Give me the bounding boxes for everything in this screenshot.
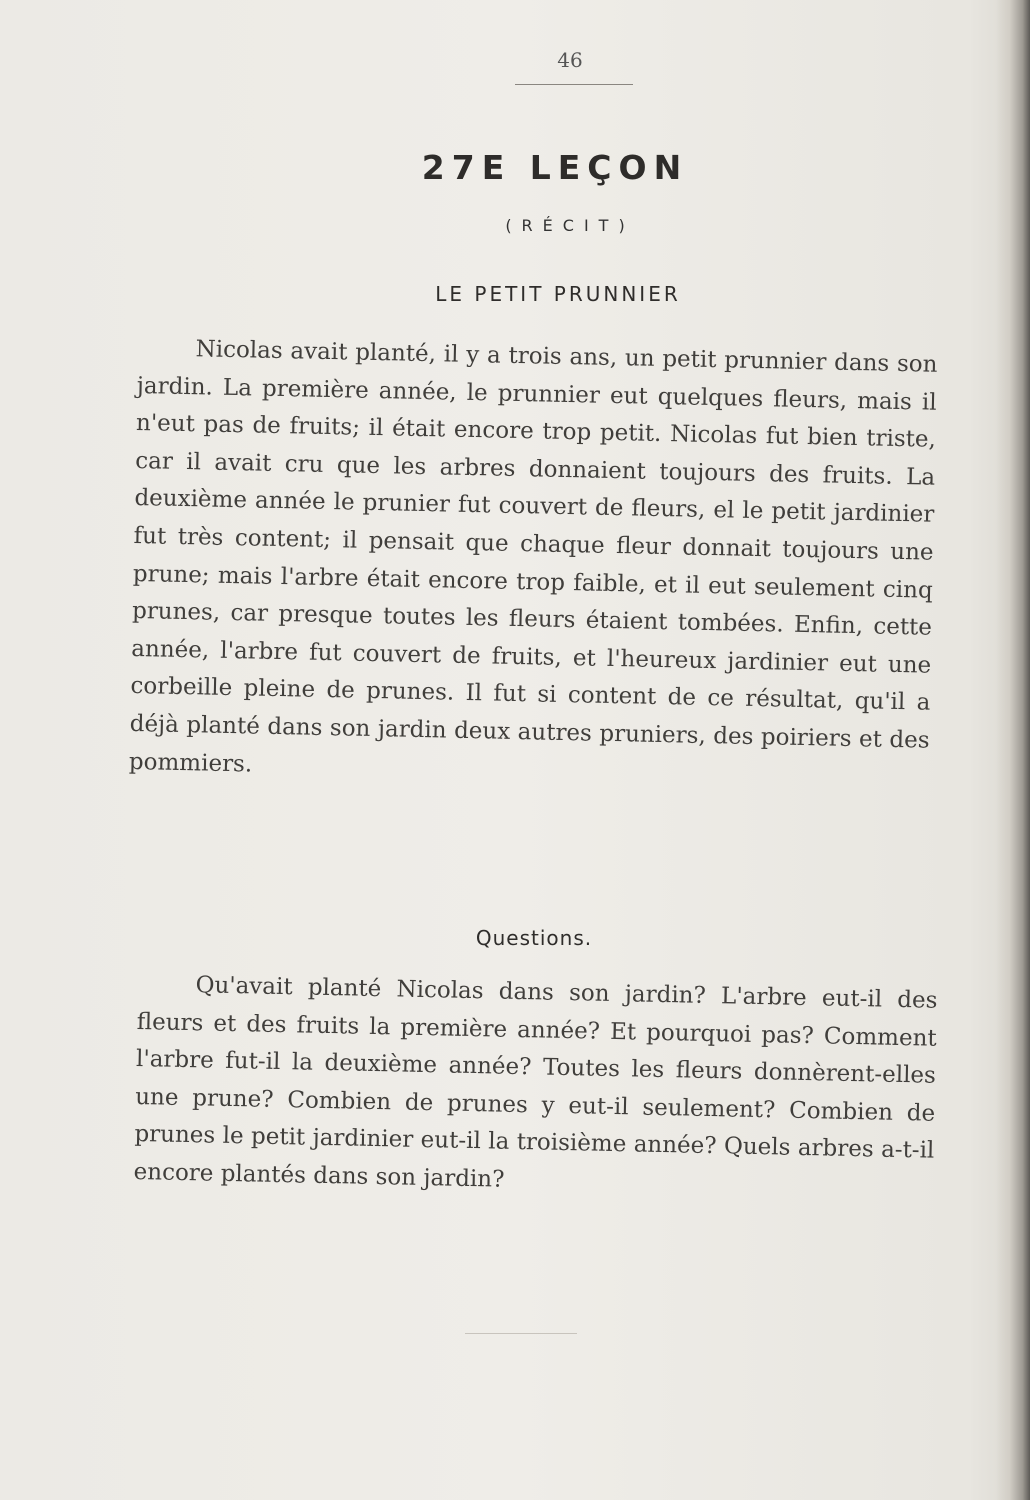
page-number: 46 <box>557 48 583 72</box>
footer-rule <box>465 1333 577 1334</box>
header-rule <box>515 84 633 85</box>
questions-paragraph: Qu'avait planté Nicolas dans son jardin? L'arbre eut-il des fleurs et des fruits la première année? Et pourquoi pas? Comment l'arbre fut-il la deuxième année? Toutes les fleurs donnèrent-elles une prune? Combien de prunes y eut-il seulement? Combien de prunes le petit jardinier eut-il la troisième année? Quels arbres a-t-il encore plantés dans son jardin? <box>133 972 938 1193</box>
lesson-title: 27E LEÇON <box>421 148 689 187</box>
lesson-subtitle: (RÉCIT) <box>505 216 635 235</box>
story-paragraph: Nicolas avait planté, il y a trois ans, un petit prunnier dans son jardin. La première année, le prunnier eut quelques fleurs, mais il n'eut pas de fruits; il était encore trop petit. Nicolas fut bien triste, car il avait cru que les arbres donnaient toujours des fruits. La deuxième année le prunier fut couvert de fleurs, el le petit jardinier fut très content; il pensait que chaque fleur donnait toujours une prune; mais l'arbre était encore trop faible, et il eut seulement cinq prunes, car presque toutes les fleurs étaient tombées. Enfin, cette année, l'arbre fut couvert de fruits, et l'heureux jardinier eut une corbeille pleine de prunes. Il fut si content de ce résultat, qu'il a déjà planté dans son jardin deux autres pruniers, des poiriers et des pommiers. <box>128 336 938 778</box>
questions-heading: Questions. <box>475 926 593 950</box>
story-title: LE PETIT PRUNNIER <box>435 282 681 306</box>
